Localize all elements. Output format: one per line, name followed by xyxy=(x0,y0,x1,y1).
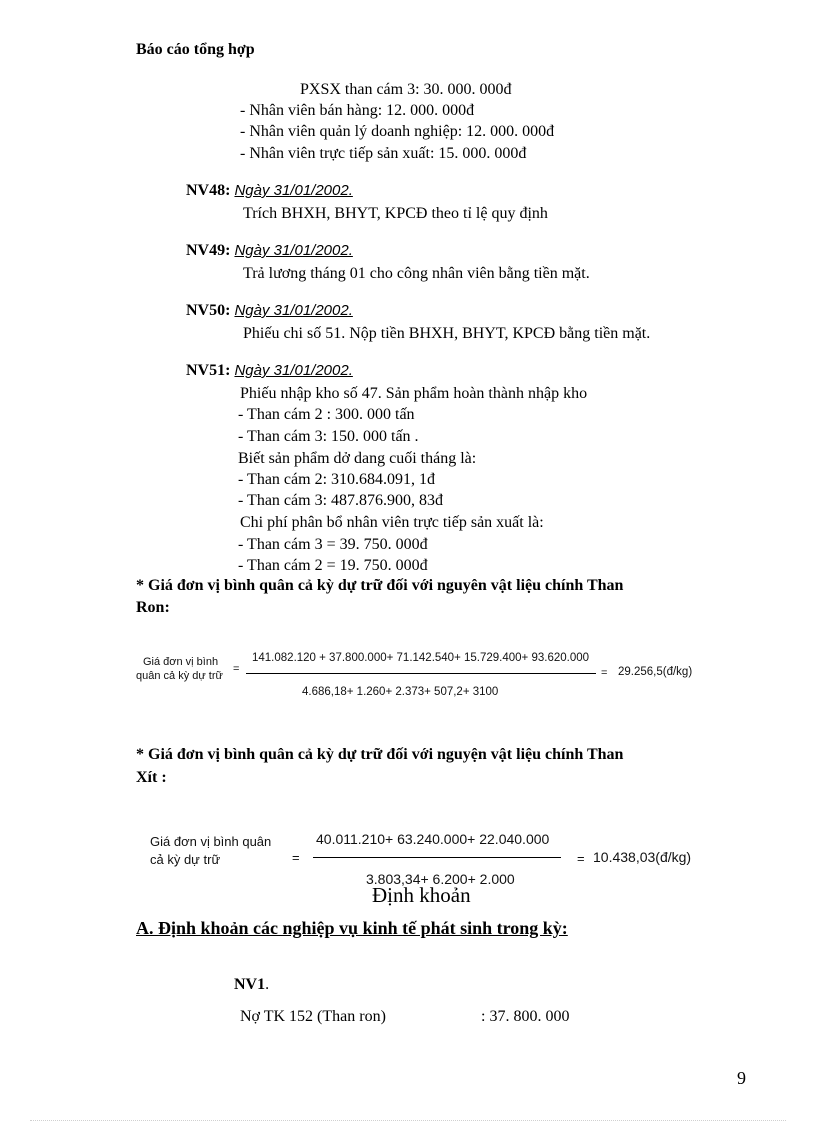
nv50-text: Phiếu chi số 51. Nộp tiền BHXH, BHYT, KPCĐ bằng tiền mặt. xyxy=(243,325,651,342)
overlay-title: Định khoản xyxy=(372,883,471,907)
nv1-entry-amount: : 37. 800. 000 xyxy=(481,1008,570,1025)
xit-heading-line1: * Giá đơn vị bình quân cả kỳ dự trữ đối với nguyện vật liệu chính Than xyxy=(136,746,624,763)
nv49-text: Trả lương tháng 01 cho công nhân viên bằng tiền mặt. xyxy=(243,265,590,282)
intro-line: - Nhân viên quản lý doanh nghiệp: 12. 000. 000đ xyxy=(240,123,555,140)
nv1-entry-account: Nợ TK 152 (Than ron) xyxy=(240,1008,386,1025)
xit-formula-equals: = xyxy=(577,851,585,866)
nv1-heading xyxy=(234,975,269,995)
xit-formula-label: Giá đơn vị bình quân xyxy=(150,834,272,849)
section-a-heading: A. Định khoản các nghiệp vụ kinh tế phát sinh trong kỳ: xyxy=(136,918,568,938)
intro-line: - Nhân viên trực tiếp sản xuất: 15. 000. 000đ xyxy=(240,145,527,162)
nv51-line: Phiếu nhập kho số 47. Sản phẩm hoàn thành nhập kho xyxy=(240,385,588,402)
nv50-heading xyxy=(186,301,353,321)
page-number: 9 xyxy=(737,1068,746,1088)
nv1-label: NV1 xyxy=(234,976,266,993)
nv51-label: NV51: xyxy=(186,362,231,379)
page-bottom-border xyxy=(30,1120,786,1121)
ron-formula-denominator: 4.686,18+ 1.260+ 2.373+ 507,2+ 3100 xyxy=(302,686,499,698)
intro-line: - Nhân viên bán hàng: 12. 000. 000đ xyxy=(240,102,475,119)
intro-line: PXSX than cám 3: 30. 000. 000đ xyxy=(300,81,512,98)
nv48-text: Trích BHXH, BHYT, KPCĐ theo tỉ lệ quy định xyxy=(243,205,548,222)
xit-fraction-bar xyxy=(313,857,561,858)
ron-formula-label: Giá đơn vị bình xyxy=(143,656,219,668)
nv48-label: NV48: xyxy=(186,182,231,199)
nv50-label: NV50: xyxy=(186,302,231,319)
nv49-date: Ngày 31/01/2002. xyxy=(234,242,353,259)
xit-formula-equals: = xyxy=(292,850,300,865)
nv51-line: - Than cám 2 : 300. 000 tấn xyxy=(238,406,415,423)
nv49-label: NV49: xyxy=(186,242,231,259)
nv49-heading xyxy=(186,241,353,261)
ron-fraction-bar xyxy=(246,673,596,674)
nv51-line: Biết sản phẩm dở dang cuối tháng là: xyxy=(238,450,477,467)
xit-formula-numerator: 40.011.210+ 63.240.000+ 22.040.000 xyxy=(316,831,550,847)
ron-heading-line2: Ron: xyxy=(136,599,170,616)
nv51-line: - Than cám 3 = 39. 750. 000đ xyxy=(238,536,428,553)
xit-formula-denominator: 3.803,34+ 6.200+ 2.000 xyxy=(366,871,515,887)
nv51-heading xyxy=(186,361,353,381)
nv51-date: Ngày 31/01/2002. xyxy=(234,362,353,379)
xit-formula-result: 10.438,03(đ/kg) xyxy=(593,849,692,865)
ron-heading-line1: * Giá đơn vị bình quân cả kỳ dự trữ đối với nguyên vật liệu chính Than xyxy=(136,577,624,594)
nv51-line: Chi phí phân bổ nhân viên trực tiếp sản xuất là: xyxy=(240,514,544,531)
nv1-suffix: . xyxy=(265,976,270,993)
ron-formula-numerator: 141.082.120 + 37.800.000+ 71.142.540+ 15.729.400+ 93.620.000 xyxy=(252,652,590,664)
nv51-line: - Than cám 2 = 19. 750. 000đ xyxy=(238,557,428,574)
nv51-line: - Than cám 3: 487.876.900, 83đ xyxy=(238,492,444,509)
nv51-line: - Than cám 2: 310.684.091, 1đ xyxy=(238,471,436,488)
ron-formula-equals: = xyxy=(601,667,608,679)
nv51-line: - Than cám 3: 150. 000 tấn . xyxy=(238,428,419,445)
ron-formula-label: quân cả kỳ dự trữ xyxy=(136,670,223,682)
nv48-heading xyxy=(186,181,353,201)
ron-formula-equals: = xyxy=(233,663,240,675)
xit-heading-line2: Xít : xyxy=(136,769,167,786)
ron-formula-result: 29.256,5(đ/kg) xyxy=(618,666,693,678)
xit-formula-label: cả kỳ dự trữ xyxy=(150,852,221,867)
nv48-date: Ngày 31/01/2002. xyxy=(234,182,353,199)
nv50-date: Ngày 31/01/2002. xyxy=(234,302,353,319)
report-title: Báo cáo tổng hợp xyxy=(136,41,255,58)
